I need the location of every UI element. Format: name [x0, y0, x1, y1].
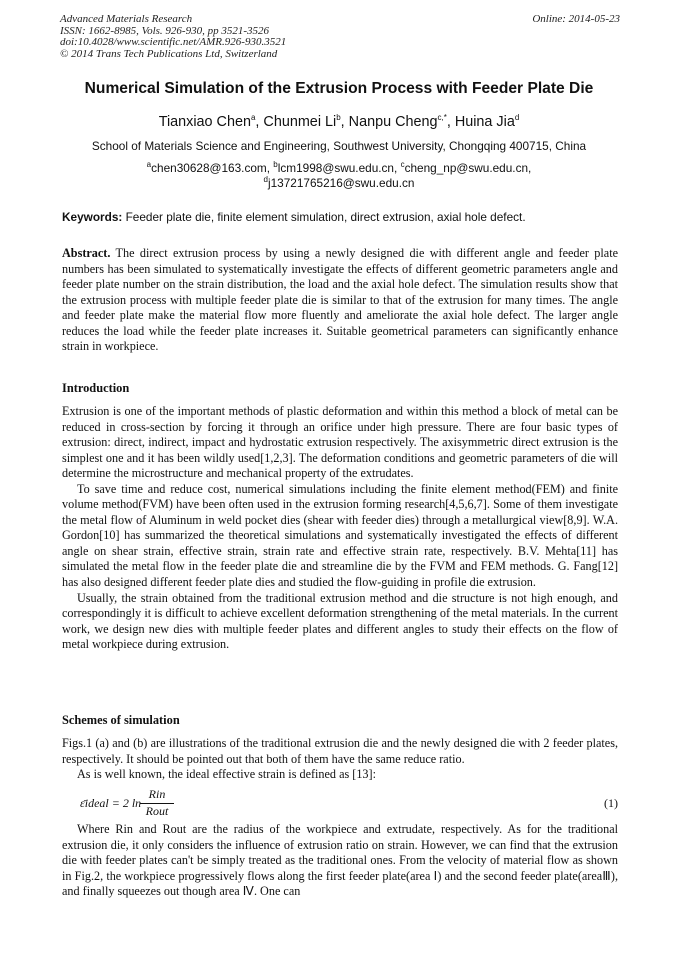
fraction-numerator: Rin — [140, 787, 174, 804]
email-link[interactable]: lcm1998@swu.edu.cn, — [277, 161, 398, 175]
author-name: Chunmei Li — [263, 114, 337, 130]
paragraph: Usually, the strain obtained from the traditional extrusion method and die structure is not high enough, and correspondingly it is difficult to achieve excellent deformation strengthening of the metal materials. In the current work, we design new dies with multiple feeder plates and different angles to study their effects on the flow of metal workpiece during extrusion. — [62, 590, 618, 652]
author-name: Nanpu Cheng — [348, 114, 438, 130]
equation-lhs: ε̄ideal = 2 ln — [80, 796, 142, 810]
author-emails: $^a$chen30628@163.com, $^b$lcm1998@swu.edu.cn, $^c$cheng_np@swu.edu.cn, $^d$j13721765216@swu.edu.cn — [146, 160, 532, 190]
email-link[interactable]: cheng_np@swu.edu.cn, — [404, 161, 532, 175]
author-sup: a — [250, 113, 256, 123]
abstract-label: Abstract. — [62, 246, 111, 260]
equation-1 — [80, 787, 620, 821]
introduction-body — [62, 404, 618, 653]
abstract-text: The direct extrusion process by using a newly designed die with different angle and feeder plate numbers has been simulated to systematically investigate the effects of different geometric parameters angle and feeder plate number on the strain distribution, the load and the axial hole defect. The simulation results show that the extrusion process with multiple feeder plate die is similar to that of the extrusion for many times. The angle and feeder plate make the material flow more fluently and ameliorate the axial hole defect. The larger angle reduces the load while the feeder plate increases it. Suitable geometrical parameters can significantly enhance strain in workpiece. — [62, 246, 618, 354]
journal-name: Advanced Materials Research — [60, 13, 193, 25]
journal-header — [60, 14, 620, 60]
keywords-text: Feeder plate die, finite element simulation, direct extrusion, axial hole defect. — [125, 210, 526, 224]
paragraph: Extrusion is one of the important methods of plastic deformation and within this method a block of metal can be reduced in cross-section by forcing it through an orifice under high pressure. There are four basic types of extrusion: direct, indirect, impact and hydrostatic extrusion respectively. The axisymmetric direct extrusion is the simplest one and it has been wildly used[1,2,3]. The deformation conditions and geometric parameters of die will determine the microstructure and mechanical property of the extrudates. — [62, 404, 618, 481]
copyright-line: © 2014 Trans Tech Publications Ltd, Switzerland — [60, 47, 278, 60]
affiliation: School of Materials Science and Engineering, Southwest University, Chongqing 400715, China — [91, 139, 587, 153]
schemes-body-continued — [62, 822, 618, 900]
author-name: Huina Jia — [454, 114, 515, 130]
keywords-label: Keywords: — [62, 210, 123, 224]
email-link[interactable]: chen30628@163.com, — [151, 161, 271, 175]
equation-number: (1) — [604, 796, 618, 810]
author-name: Tianxiao Chen — [158, 114, 251, 130]
author-sup: b — [336, 113, 341, 123]
email-link[interactable]: j13721765216@swu.edu.cn — [268, 176, 415, 190]
paragraph: To save time and reduce cost, numerical simulations including the finite element method(FEM) and finite volume method(FVM) have been often used in the extrusion forming research[4,5,6,7]. Some of them investigate the metal flow of Aluminum in weld pocket dies (shear with feeder dies) through a metallurgical view[8,9]. W.A. Gordon[10] has summarized the theoretical simulations and systematically investigated the effects of different angle on shear strain, effective strain, strain rate and effective strain rate, respectively. B.V. Mehta[11] has simulated the metal flow in the feeder plate die and streamline die by the FVM and FEM methods. G. Fang[12] has also designed different feeder plate dies and studied the flow-guiding in profile die extrusion. — [62, 481, 618, 590]
section-heading-introduction: Introduction — [62, 381, 130, 395]
equation-fraction — [140, 787, 174, 819]
fraction-denominator: Rout — [145, 804, 169, 818]
paper-title: Numerical Simulation of the Extrusion Process with Feeder Plate Die — [84, 80, 594, 97]
section-heading-schemes: Schemes of simulation — [62, 713, 180, 727]
abstract — [62, 246, 618, 355]
paragraph: Figs.1 (a) and (b) are illustrations of the traditional extrusion die and the newly designed die with 2 feeder plates, respectively. It should be pointed out that both of them have the same reduce ratio. — [62, 736, 618, 766]
online-date: Online: 2014-05-23 — [532, 13, 620, 25]
schemes-body — [62, 736, 618, 783]
author-sup: c,* — [437, 113, 447, 123]
keywords — [62, 210, 618, 224]
paragraph: As is well known, the ideal effective strain is defined as [13]: — [77, 767, 376, 782]
author-list: Tianxiao Chen$^a$, Chunmei Li$^b$, Nanpu Cheng$^{c,*}$, Huina Jia$^d$ — [158, 113, 520, 130]
author-sup: d — [514, 113, 520, 123]
paragraph: Where Rin and Rout are the radius of the workpiece and extrudate, respectively. As for the traditional extrusion die, it only considers the influence of extrusion ratio on strain. However, we can find that the extrusion die with feeder plates can't be simply treated as the traditional ones. From the velocity of material flow as shown in Fig.2, the workpiece progressively flows along the first feeder plate(area Ⅰ) and the second feeder plate(areaⅢ), and finally squeezes out though area Ⅳ. One can — [62, 822, 618, 899]
issn-line: ISSN: 1662-8985, Vols. 926-930, pp 3521-3526 — [60, 24, 269, 37]
doi-line[interactable]: doi:10.4028/www.scientific.net/AMR.926-930.3521 — [60, 36, 287, 48]
